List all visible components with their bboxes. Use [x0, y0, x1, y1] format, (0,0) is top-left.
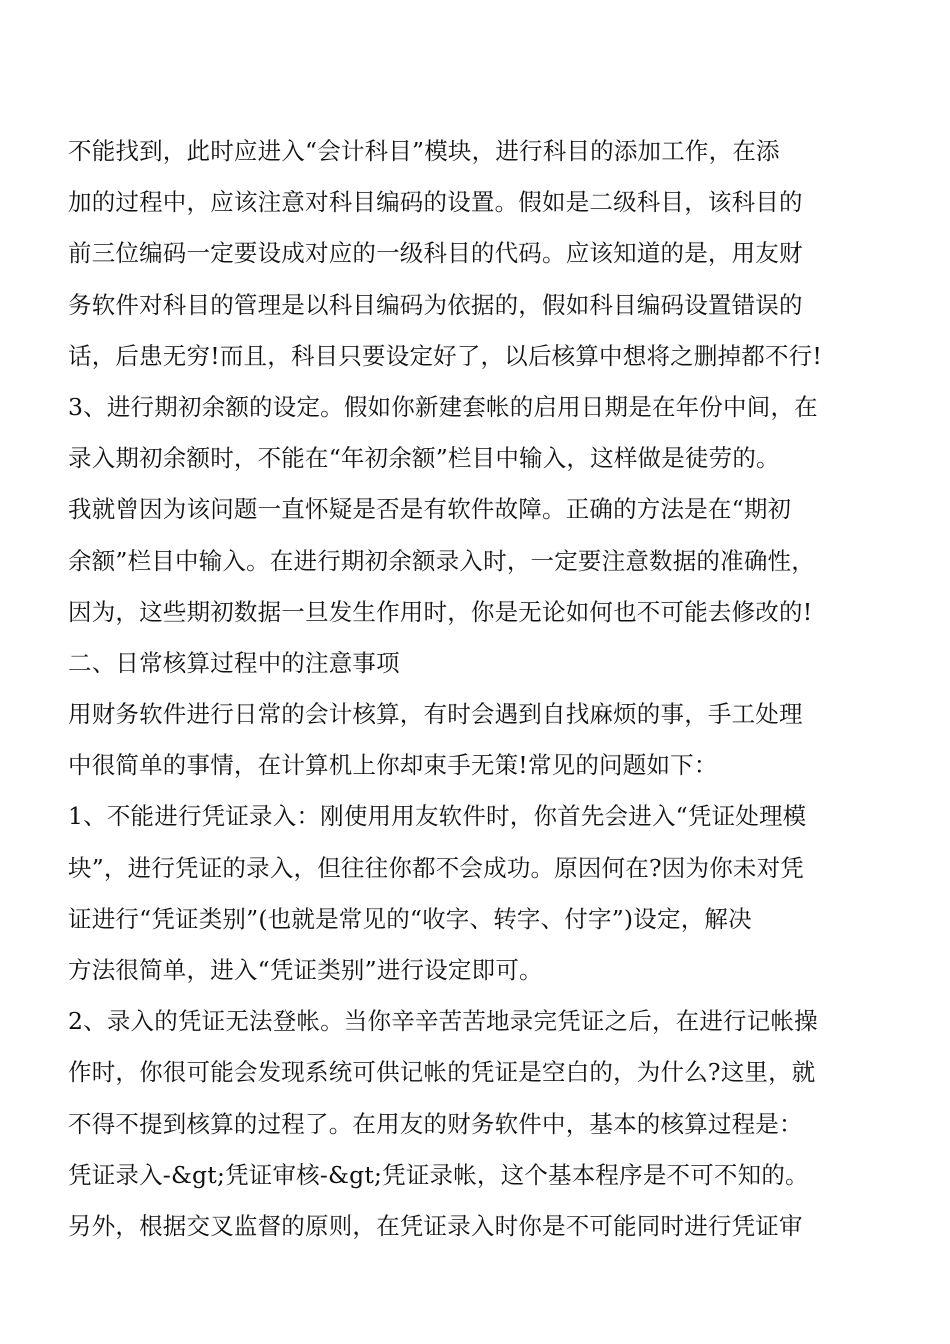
text-line: 1、不能进行凭证录入：刚使用用友软件时，你首先会进入“凭证处理模 — [68, 802, 807, 831]
text-line: 加的过程中，应该注意对科目编码的设置。假如是二级科目，该科目的 — [68, 188, 803, 217]
text-line: 我就曾因为该问题一直怀疑是否是有软件故障。正确的方法是在“期初 — [68, 495, 792, 524]
text-line: 录入期初余额时，不能在“年初余额”栏目中输入，这样做是徒劳的。 — [68, 444, 780, 473]
text-line: 作时，你很可能会发现系统可供记帐的凭证是空白的，为什么?这里，就 — [68, 1058, 816, 1087]
text-line: 不得不提到核算的过程了。在用友的财务软件中，基本的核算过程是： — [68, 1109, 803, 1138]
text-line: 话，后患无穷!而且，科目只要设定好了，以后核算中想将之删掉都不行! — [68, 341, 822, 370]
text-line: 务软件对科目的管理是以科目编码为依据的，假如科目编码设置错误的 — [68, 290, 803, 319]
text-line: 3、进行期初余额的设定。假如你新建套帐的启用日期是在年份中间，在 — [68, 392, 818, 421]
text-line: 中很简单的事情，在计算机上你却束手无策!常见的问题如下： — [68, 751, 718, 780]
text-line: 不能找到，此时应进入“会计科目”模块，进行科目的添加工作，在添 — [68, 137, 780, 165]
body-text — [68, 126, 898, 1252]
text-line: 用财务软件进行日常的会计核算，有时会遇到自找麻烦的事，手工处理 — [68, 700, 803, 729]
text-line: 块”，进行凭证的录入，但往往你都不会成功。原因何在?因为你未对凭 — [68, 853, 805, 882]
text-line: 凭证录入-&gt;凭证审核-&gt;凭证录帐，这个基本程序是不可不知的。 — [68, 1160, 809, 1189]
text-line: 前三位编码一定要设成对应的一级科目的代码。应该知道的是，用友财 — [68, 239, 803, 268]
text-line: 方法很简单，进入“凭证类别”进行设定即可。 — [68, 956, 543, 984]
text-line: 证进行“凭证类别”(也就是常见的“收字、转字、付字”)设定，解决 — [68, 904, 752, 933]
text-line: 另外，根据交叉监督的原则，在凭证录入时你是不可能同时进行凭证审 — [68, 1211, 803, 1240]
text-line: 因为，这些期初数据一旦发生作用时，你是无论如何也不可能去修改的! — [68, 597, 813, 626]
text-line: 余额”栏目中输入。在进行期初余额录入时，一定要注意数据的准确性， — [68, 546, 815, 575]
section-heading: 二、日常核算过程中的注意事项 — [68, 648, 400, 677]
text-line: 2、录入的凭证无法登帐。当你辛辛苦苦地录完凭证之后，在进行记帐操 — [68, 1007, 818, 1036]
